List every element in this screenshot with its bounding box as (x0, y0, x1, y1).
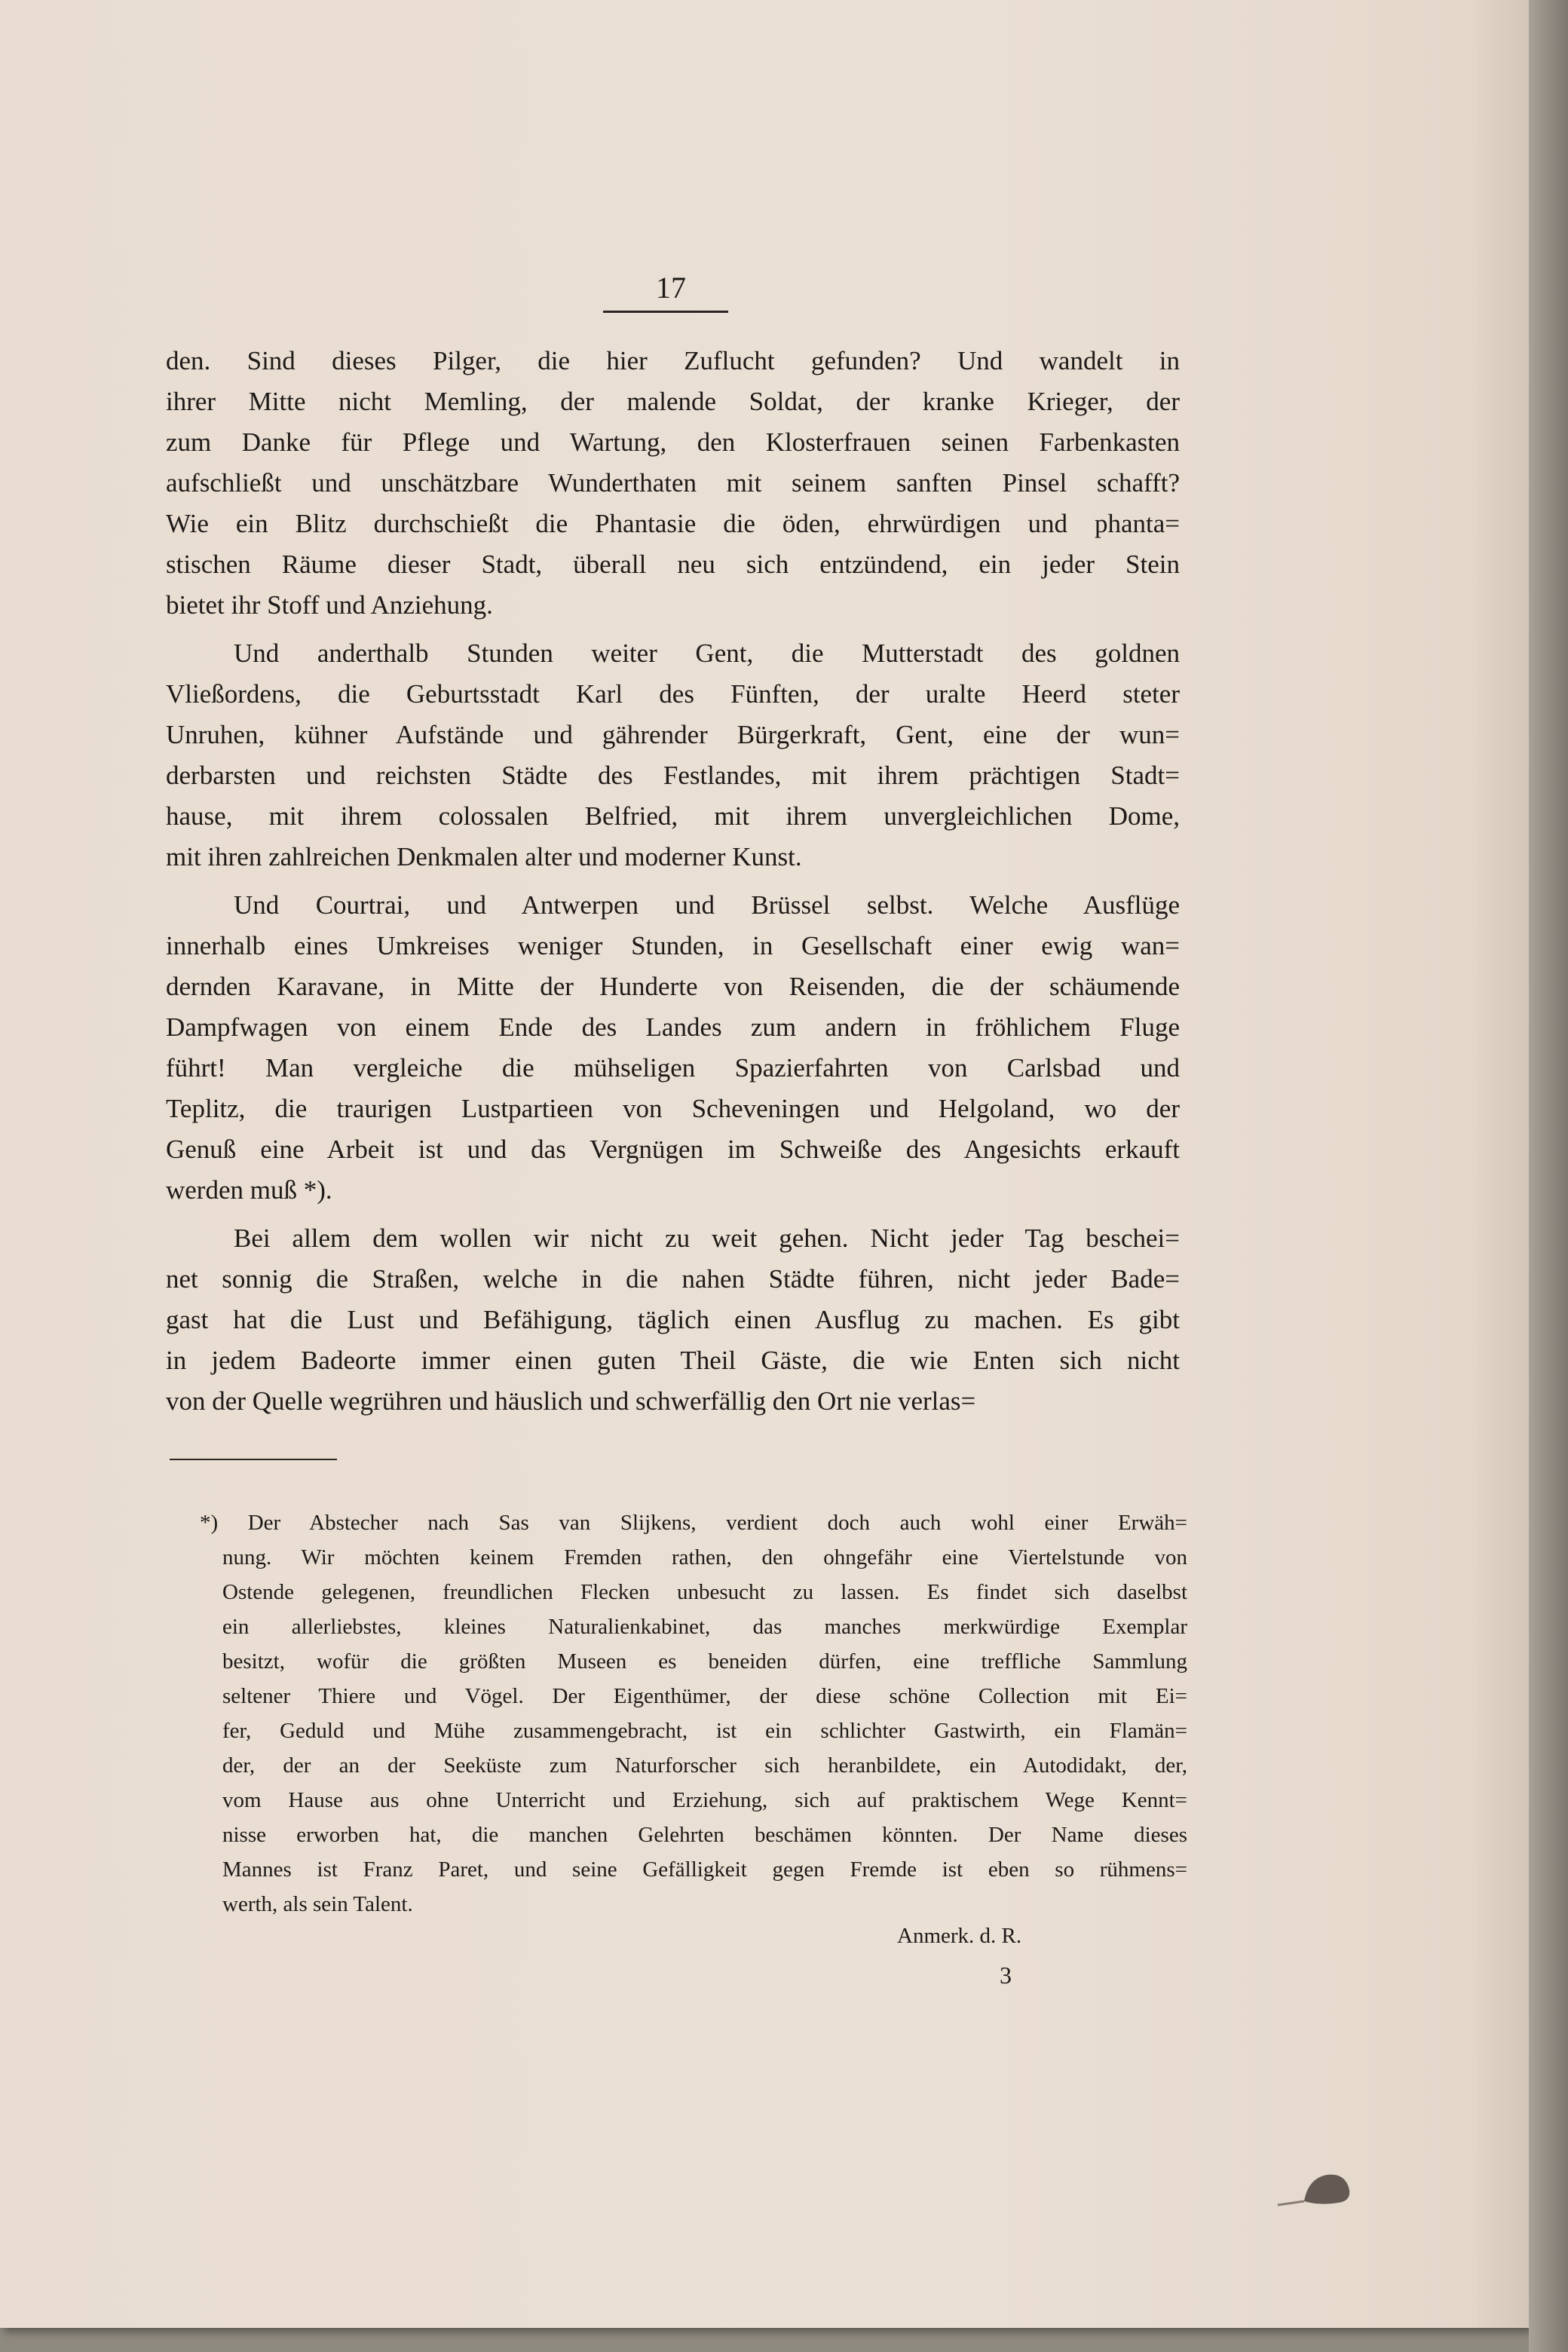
text-line: Und Courtrai, und Antwerpen und Brüssel selbst. Welche Ausflüge (234, 890, 1180, 920)
footnote-line: vom Hause aus ohne Unterricht und Erziehung, sich auf praktischem Wege Kennt= (222, 1788, 1187, 1812)
footnote-line: der, der an der Seeküste zum Naturforscher sich heranbildete, ein Autodidakt, der, (222, 1753, 1187, 1778)
footnote-line: nung. Wir möchten keinem Fremden rathen, den ohngefähr eine Viertelstunde von (222, 1545, 1187, 1570)
text-line: Wie ein Blitz durchschießt die Phantasie die öden, ehrwürdigen und phanta= (166, 509, 1180, 538)
text-line: von der Quelle wegrühren und häuslich und schwerfällig den Ort nie verlas= (166, 1386, 976, 1416)
page-edge (1529, 0, 1568, 2352)
text-line: mit ihren zahlreichen Denkmalen alter und moderner Kunst. (166, 842, 802, 871)
text-line: net sonnig die Straßen, welche in die nahen Städte führen, nicht jeder Bade= (166, 1264, 1180, 1294)
text-line: aufschließt und unschätzbare Wunderthaten mit seinem sanften Pinsel schafft? (166, 468, 1180, 498)
text-line: dernden Karavane, in Mitte der Hunderte von Reisenden, die der schäumende (166, 972, 1180, 1001)
footnote-line: Mannes ist Franz Paret, und seine Gefälligkeit gegen Fremde ist eben so rühmens= (222, 1857, 1187, 1882)
text-line: derbarsten und reichsten Städte des Festlandes, mit ihrem prächtigen Stadt= (166, 761, 1180, 790)
text-line: hause, mit ihrem colossalen Belfried, mit ihrem unvergleichlichen Dome, (166, 801, 1180, 831)
ink-stain (1274, 2164, 1364, 2209)
text-line: werden muß *). (166, 1175, 332, 1205)
footnote (200, 1505, 1187, 1922)
footnote-line: besitzt, wofür die größten Museen es beneiden dürfen, eine treffliche Sammlung (222, 1649, 1187, 1674)
paragraph (166, 885, 1180, 1211)
text-line: innerhalb eines Umkreises weniger Stunden, in Gesellschaft einer ewig wan= (166, 931, 1180, 960)
footnote-line: *) Der Abstecher nach Sas van Slijkens, verdient doch auch wohl einer Erwäh= (200, 1511, 1187, 1535)
text-line: Bei allem dem wollen wir nicht zu weit gehen. Nicht jeder Tag beschei= (234, 1223, 1180, 1253)
footnote-line: werth, als sein Talent. (222, 1892, 413, 1916)
text-line: in jedem Badeorte immer einen guten Theil Gäste, die wie Enten sich nicht (166, 1346, 1180, 1375)
text-line: Genuß eine Arbeit ist und das Vergnügen im Schweiße des Angesichts erkauft (166, 1135, 1180, 1164)
paragraph (166, 341, 1180, 626)
text-line: gast hat die Lust und Befähigung, täglich einen Ausflug zu machen. Es gibt (166, 1305, 1180, 1334)
text-line: führt! Man vergleiche die mühseligen Spazierfahrten von Carlsbad und (166, 1053, 1180, 1083)
text-line: Vließordens, die Geburtsstadt Karl des Fünften, der uralte Heerd steter (166, 679, 1180, 709)
text-line: bietet ihr Stoff und Anziehung. (166, 590, 493, 620)
text-line: Teplitz, die traurigen Lustpartieen von Scheveningen und Helgoland, wo der (166, 1094, 1180, 1123)
footnote-line: Ostende gelegenen, freundlichen Flecken unbesucht zu lassen. Es findet sich daselbst (222, 1580, 1187, 1604)
text-line: stischen Räume dieser Stadt, überall neu sich entzündend, ein jeder Stein (166, 550, 1180, 579)
footnote-signature: Anmerk. d. R. (897, 1924, 1022, 1948)
footnote-line: seltener Thiere und Vögel. Der Eigenthümer, der diese schöne Collection mit Ei= (222, 1684, 1187, 1708)
paragraph (166, 633, 1180, 877)
text-line: Unruhen, kühner Aufstände und gährender Bürgerkraft, Gent, eine der wun= (166, 720, 1180, 749)
footnote-line: nisse erworben hat, die manchen Gelehrten beschämen könnten. Der Name dieses (222, 1823, 1187, 1847)
footnote-line: ein allerliebstes, kleines Naturalienkabinet, das manches merkwürdige Exemplar (222, 1615, 1187, 1639)
footnote-rule (170, 1459, 337, 1460)
paragraph (166, 1218, 1180, 1422)
text-line: zum Danke für Pflege und Wartung, den Klosterfrauen seinen Farbenkasten (166, 427, 1180, 457)
signature-mark: 3 (1000, 1962, 1012, 1989)
page-number-rule (603, 311, 728, 313)
main-text (166, 341, 1180, 1422)
page-number: 17 (656, 271, 686, 305)
text-line: den. Sind dieses Pilger, die hier Zuflucht gefunden? Und wandelt in (166, 346, 1180, 375)
text-line: Und anderthalb Stunden weiter Gent, die Mutterstadt des goldnen (234, 639, 1180, 668)
footnote-line: fer, Geduld und Mühe zusammengebracht, ist ein schlichter Gastwirth, ein Flamän= (222, 1719, 1187, 1743)
text-line: Dampfwagen von einem Ende des Landes zum andern in fröhlichem Fluge (166, 1012, 1180, 1042)
text-line: ihrer Mitte nicht Memling, der malende Soldat, der kranke Krieger, der (166, 387, 1180, 416)
